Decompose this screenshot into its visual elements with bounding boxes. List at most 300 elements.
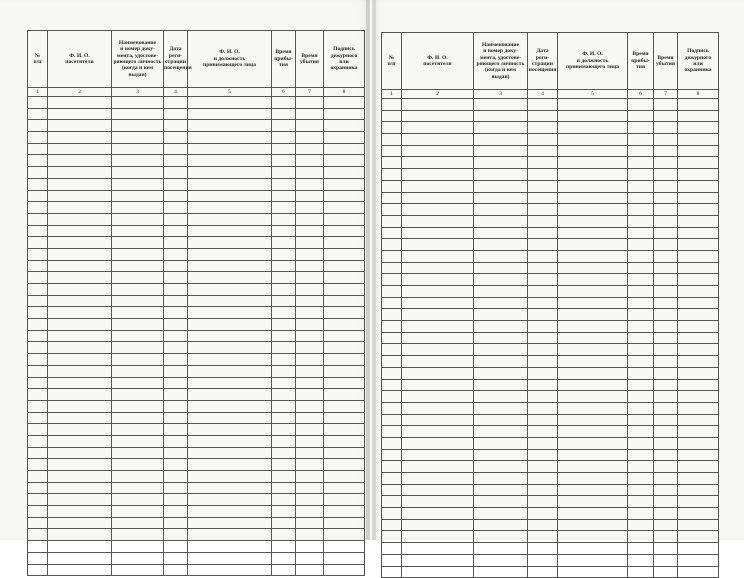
blank-cell xyxy=(48,330,112,342)
table-row xyxy=(382,286,719,298)
blank-cell xyxy=(112,132,164,144)
blank-cell xyxy=(112,260,164,272)
blank-cell xyxy=(474,508,528,520)
blank-cell xyxy=(402,473,474,485)
blank-cell xyxy=(628,122,654,134)
blank-cell xyxy=(678,519,719,531)
blank-cell xyxy=(188,178,272,190)
blank-cell xyxy=(528,122,558,134)
table-row xyxy=(28,155,365,167)
blank-cell xyxy=(402,250,474,262)
col-number-8: 8 xyxy=(324,88,365,97)
blank-cell xyxy=(272,424,296,436)
blank-cell xyxy=(382,519,402,531)
blank-cell xyxy=(382,262,402,274)
table-row xyxy=(28,248,365,260)
blank-cell xyxy=(188,389,272,401)
blank-cell xyxy=(324,272,365,284)
col-header-signature: Подпись дежурного или охранника xyxy=(678,33,719,90)
blank-cell xyxy=(48,155,112,167)
blank-cell xyxy=(296,435,324,447)
blank-cell xyxy=(296,552,324,564)
table-row xyxy=(382,122,719,134)
blank-cell xyxy=(164,167,188,179)
blank-cell xyxy=(528,227,558,239)
blank-cell xyxy=(48,342,112,354)
table-row xyxy=(382,344,719,356)
blank-cell xyxy=(164,342,188,354)
blank-cell xyxy=(528,379,558,391)
blank-cell xyxy=(188,202,272,214)
blank-cell xyxy=(558,449,628,461)
blank-cell xyxy=(654,461,678,473)
blank-cell xyxy=(654,473,678,485)
blank-cell xyxy=(296,178,324,190)
blank-cell xyxy=(272,108,296,120)
blank-cell xyxy=(558,414,628,426)
blank-cell xyxy=(296,167,324,179)
blank-cell xyxy=(296,272,324,284)
blank-cell xyxy=(112,424,164,436)
blank-cell xyxy=(654,192,678,204)
blank-cell xyxy=(28,552,48,564)
blank-cell xyxy=(48,552,112,564)
blank-cell xyxy=(112,377,164,389)
blank-cell xyxy=(164,400,188,412)
col-number-1: 1 xyxy=(28,88,48,97)
blank-cell xyxy=(164,178,188,190)
blank-cell xyxy=(528,332,558,344)
col-header-signature: Подпись дежурного или охранника xyxy=(324,31,365,88)
blank-cell xyxy=(324,260,365,272)
blank-cell xyxy=(324,517,365,529)
blank-cell xyxy=(402,286,474,298)
blank-cell xyxy=(678,169,719,181)
blank-cell xyxy=(558,309,628,321)
blank-cell xyxy=(112,447,164,459)
blank-cell xyxy=(382,496,402,508)
blank-cell xyxy=(112,412,164,424)
blank-cell xyxy=(112,225,164,237)
blank-cell xyxy=(678,414,719,426)
blank-cell xyxy=(628,554,654,566)
blank-cell xyxy=(678,192,719,204)
blank-cell xyxy=(164,482,188,494)
blank-cell xyxy=(654,286,678,298)
blank-cell xyxy=(528,274,558,286)
header-row xyxy=(28,31,365,88)
blank-cell xyxy=(112,307,164,319)
blank-cell xyxy=(164,377,188,389)
blank-cell xyxy=(164,424,188,436)
table-row xyxy=(382,227,719,239)
blank-cell xyxy=(188,342,272,354)
blank-cell xyxy=(296,482,324,494)
blank-cell xyxy=(164,272,188,284)
blank-cell xyxy=(324,213,365,225)
blank-cell xyxy=(28,225,48,237)
blank-cell xyxy=(654,122,678,134)
blank-cell xyxy=(382,391,402,403)
col-header-date: Дата реги- страции посещения xyxy=(528,33,558,90)
blank-cell xyxy=(48,517,112,529)
blank-cell xyxy=(382,367,402,379)
blank-cell xyxy=(272,412,296,424)
blank-cell xyxy=(272,155,296,167)
blank-cell xyxy=(296,424,324,436)
blank-cell xyxy=(296,319,324,331)
blank-cell xyxy=(558,332,628,344)
blank-cell xyxy=(48,365,112,377)
col-number-3: 3 xyxy=(112,88,164,97)
blank-cell xyxy=(654,169,678,181)
blank-cell xyxy=(164,155,188,167)
blank-cell xyxy=(296,517,324,529)
blank-cell xyxy=(628,437,654,449)
blank-cell xyxy=(474,391,528,403)
table-row xyxy=(382,169,719,181)
blank-cell xyxy=(654,554,678,566)
blank-cell xyxy=(558,180,628,192)
blank-cell xyxy=(48,260,112,272)
blank-cell xyxy=(382,122,402,134)
blank-cell xyxy=(28,377,48,389)
blank-cell xyxy=(402,145,474,157)
table-row xyxy=(382,250,719,262)
blank-cell xyxy=(628,309,654,321)
table-row xyxy=(28,307,365,319)
blank-cell xyxy=(382,332,402,344)
blank-cell xyxy=(628,157,654,169)
blank-cell xyxy=(528,99,558,111)
blank-cell xyxy=(654,379,678,391)
blank-cell xyxy=(654,297,678,309)
blank-cell xyxy=(48,529,112,541)
table-row xyxy=(382,391,719,403)
blank-cell xyxy=(48,202,112,214)
blank-cell xyxy=(324,412,365,424)
blank-cell xyxy=(324,506,365,518)
table-row xyxy=(382,484,719,496)
blank-cell xyxy=(188,248,272,260)
blank-cell xyxy=(48,120,112,132)
blank-cell xyxy=(474,180,528,192)
table-row xyxy=(28,143,365,155)
blank-cell xyxy=(628,391,654,403)
blank-cell xyxy=(28,295,48,307)
blank-cell xyxy=(654,484,678,496)
table-row xyxy=(382,473,719,485)
col-header-document: Наименование и номер доку- мента, удостове- ряющего личность (когда и кем выдан) xyxy=(112,31,164,88)
table-row xyxy=(28,471,365,483)
blank-cell xyxy=(654,321,678,333)
blank-cell xyxy=(382,414,402,426)
blank-cell xyxy=(628,297,654,309)
blank-cell xyxy=(382,508,402,520)
blank-cell xyxy=(474,274,528,286)
blank-cell xyxy=(164,541,188,553)
table-row xyxy=(28,319,365,331)
blank-cell xyxy=(112,167,164,179)
blank-cell xyxy=(474,286,528,298)
blank-cell xyxy=(272,248,296,260)
blank-cell xyxy=(402,484,474,496)
blank-cell xyxy=(654,496,678,508)
blank-cell xyxy=(654,145,678,157)
blank-cell xyxy=(402,99,474,111)
blank-cell xyxy=(558,496,628,508)
blank-cell xyxy=(528,180,558,192)
blank-cell xyxy=(188,552,272,564)
blank-cell xyxy=(678,391,719,403)
blank-cell xyxy=(678,215,719,227)
blank-cell xyxy=(402,356,474,368)
blank-cell xyxy=(402,297,474,309)
blank-cell xyxy=(48,167,112,179)
blank-cell xyxy=(528,531,558,543)
blank-cell xyxy=(628,286,654,298)
blank-cell xyxy=(188,377,272,389)
blank-cell xyxy=(558,566,628,578)
blank-cell xyxy=(112,365,164,377)
blank-cell xyxy=(382,227,402,239)
blank-cell xyxy=(272,400,296,412)
col-header-departure: Время убытия xyxy=(296,31,324,88)
blank-cell xyxy=(402,426,474,438)
col-header-departure: Время убытия xyxy=(654,33,678,90)
blank-cell xyxy=(272,284,296,296)
blank-cell xyxy=(48,213,112,225)
table-row xyxy=(382,519,719,531)
blank-cell xyxy=(188,260,272,272)
blank-cell xyxy=(324,342,365,354)
blank-cell xyxy=(678,250,719,262)
blank-cell xyxy=(324,178,365,190)
blank-cell xyxy=(678,367,719,379)
blank-cell xyxy=(402,169,474,181)
blank-cell xyxy=(654,437,678,449)
col-number-7: 7 xyxy=(654,90,678,99)
blank-cell xyxy=(382,402,402,414)
blank-cell xyxy=(272,330,296,342)
blank-cell xyxy=(164,412,188,424)
table-row xyxy=(28,97,365,109)
blank-cell xyxy=(654,508,678,520)
blank-cell xyxy=(324,155,365,167)
blank-cell xyxy=(628,274,654,286)
blank-cell xyxy=(324,400,365,412)
blank-cell xyxy=(48,225,112,237)
blank-cell xyxy=(654,309,678,321)
blank-cell xyxy=(628,227,654,239)
blank-cell xyxy=(654,99,678,111)
blank-cell xyxy=(164,365,188,377)
blank-cell xyxy=(382,169,402,181)
blank-cell xyxy=(324,248,365,260)
table-row xyxy=(28,342,365,354)
blank-cell xyxy=(654,449,678,461)
blank-cell xyxy=(296,155,324,167)
blank-cell xyxy=(48,424,112,436)
blank-cell xyxy=(112,319,164,331)
blank-cell xyxy=(272,459,296,471)
blank-cell xyxy=(164,260,188,272)
blank-cell xyxy=(48,494,112,506)
blank-cell xyxy=(528,461,558,473)
blank-cell xyxy=(324,459,365,471)
blank-cell xyxy=(28,412,48,424)
blank-cell xyxy=(112,506,164,518)
blank-cell xyxy=(48,307,112,319)
table-row xyxy=(28,517,365,529)
blank-cell xyxy=(296,190,324,202)
blank-cell xyxy=(112,143,164,155)
blank-cell xyxy=(48,178,112,190)
blank-cell xyxy=(48,354,112,366)
blank-cell xyxy=(628,508,654,520)
blank-cell xyxy=(402,274,474,286)
blank-cell xyxy=(48,248,112,260)
blank-cell xyxy=(28,506,48,518)
blank-cell xyxy=(678,274,719,286)
blank-cell xyxy=(678,437,719,449)
blank-cell xyxy=(558,402,628,414)
blank-cell xyxy=(188,237,272,249)
blank-cell xyxy=(324,120,365,132)
blank-cell xyxy=(654,110,678,122)
table-row xyxy=(28,459,365,471)
blank-cell xyxy=(558,192,628,204)
blank-cell xyxy=(28,155,48,167)
blank-cell xyxy=(28,541,48,553)
table-row xyxy=(28,295,365,307)
blank-cell xyxy=(474,157,528,169)
blank-cell xyxy=(402,204,474,216)
blank-cell xyxy=(272,482,296,494)
blank-cell xyxy=(474,484,528,496)
blank-cell xyxy=(474,449,528,461)
blank-cell xyxy=(188,155,272,167)
col-number-2: 2 xyxy=(48,88,112,97)
blank-cell xyxy=(164,202,188,214)
blank-cell xyxy=(382,484,402,496)
blank-cell xyxy=(296,225,324,237)
blank-cell xyxy=(48,97,112,109)
blank-cell xyxy=(678,426,719,438)
blank-cell xyxy=(324,365,365,377)
blank-cell xyxy=(272,202,296,214)
blank-cell xyxy=(324,284,365,296)
blank-cell xyxy=(28,529,48,541)
blank-cell xyxy=(678,239,719,251)
blank-cell xyxy=(296,506,324,518)
blank-cell xyxy=(382,145,402,157)
blank-cell xyxy=(628,379,654,391)
blank-cell xyxy=(164,132,188,144)
blank-cell xyxy=(272,178,296,190)
blank-cell xyxy=(628,449,654,461)
blank-cell xyxy=(474,309,528,321)
blank-cell xyxy=(48,237,112,249)
blank-cell xyxy=(654,134,678,146)
blank-cell xyxy=(474,262,528,274)
blank-cell xyxy=(654,204,678,216)
blank-cell xyxy=(654,344,678,356)
blank-cell xyxy=(324,295,365,307)
col-header-name: Ф. И. О. посетителя xyxy=(402,33,474,90)
blank-cell xyxy=(324,541,365,553)
blank-cell xyxy=(324,424,365,436)
table-row xyxy=(382,262,719,274)
blank-cell xyxy=(678,566,719,578)
blank-cell xyxy=(402,543,474,555)
blank-cell xyxy=(528,309,558,321)
blank-cell xyxy=(272,494,296,506)
blank-cell xyxy=(628,566,654,578)
blank-cell xyxy=(48,471,112,483)
blank-cell xyxy=(402,566,474,578)
table-row xyxy=(28,506,365,518)
blank-cell xyxy=(678,484,719,496)
blank-cell xyxy=(628,402,654,414)
blank-cell xyxy=(558,379,628,391)
table-row xyxy=(28,190,365,202)
table-row xyxy=(28,237,365,249)
col-header-num: № п/п xyxy=(28,31,48,88)
blank-cell xyxy=(528,543,558,555)
col-number-4: 4 xyxy=(528,90,558,99)
blank-cell xyxy=(164,213,188,225)
blank-cell xyxy=(402,192,474,204)
blank-cell xyxy=(296,529,324,541)
blank-cell xyxy=(48,377,112,389)
blank-cell xyxy=(628,169,654,181)
blank-cell xyxy=(296,412,324,424)
blank-cell xyxy=(28,447,48,459)
blank-cell xyxy=(558,297,628,309)
blank-cell xyxy=(164,120,188,132)
blank-cell xyxy=(28,330,48,342)
table-row xyxy=(28,272,365,284)
blank-cell xyxy=(474,169,528,181)
blank-cell xyxy=(654,543,678,555)
blank-cell xyxy=(628,344,654,356)
blank-cell xyxy=(112,213,164,225)
blank-cell xyxy=(654,227,678,239)
blank-cell xyxy=(558,543,628,555)
blank-cell xyxy=(474,543,528,555)
blank-cell xyxy=(382,180,402,192)
blank-cell xyxy=(382,344,402,356)
col-header-arrival: Время прибы- тия xyxy=(628,33,654,90)
blank-cell xyxy=(678,309,719,321)
blank-rows xyxy=(382,99,719,578)
left-page xyxy=(0,0,370,540)
table-row xyxy=(28,412,365,424)
table-row xyxy=(28,482,365,494)
blank-cell xyxy=(402,110,474,122)
blank-cell xyxy=(28,564,48,576)
blank-cell xyxy=(474,145,528,157)
blank-cell xyxy=(558,321,628,333)
blank-cell xyxy=(188,541,272,553)
blank-cell xyxy=(324,143,365,155)
blank-cell xyxy=(324,132,365,144)
blank-cell xyxy=(112,237,164,249)
col-header-arrival: Время прибы- тия xyxy=(272,31,296,88)
blank-cell xyxy=(164,284,188,296)
blank-cell xyxy=(382,309,402,321)
